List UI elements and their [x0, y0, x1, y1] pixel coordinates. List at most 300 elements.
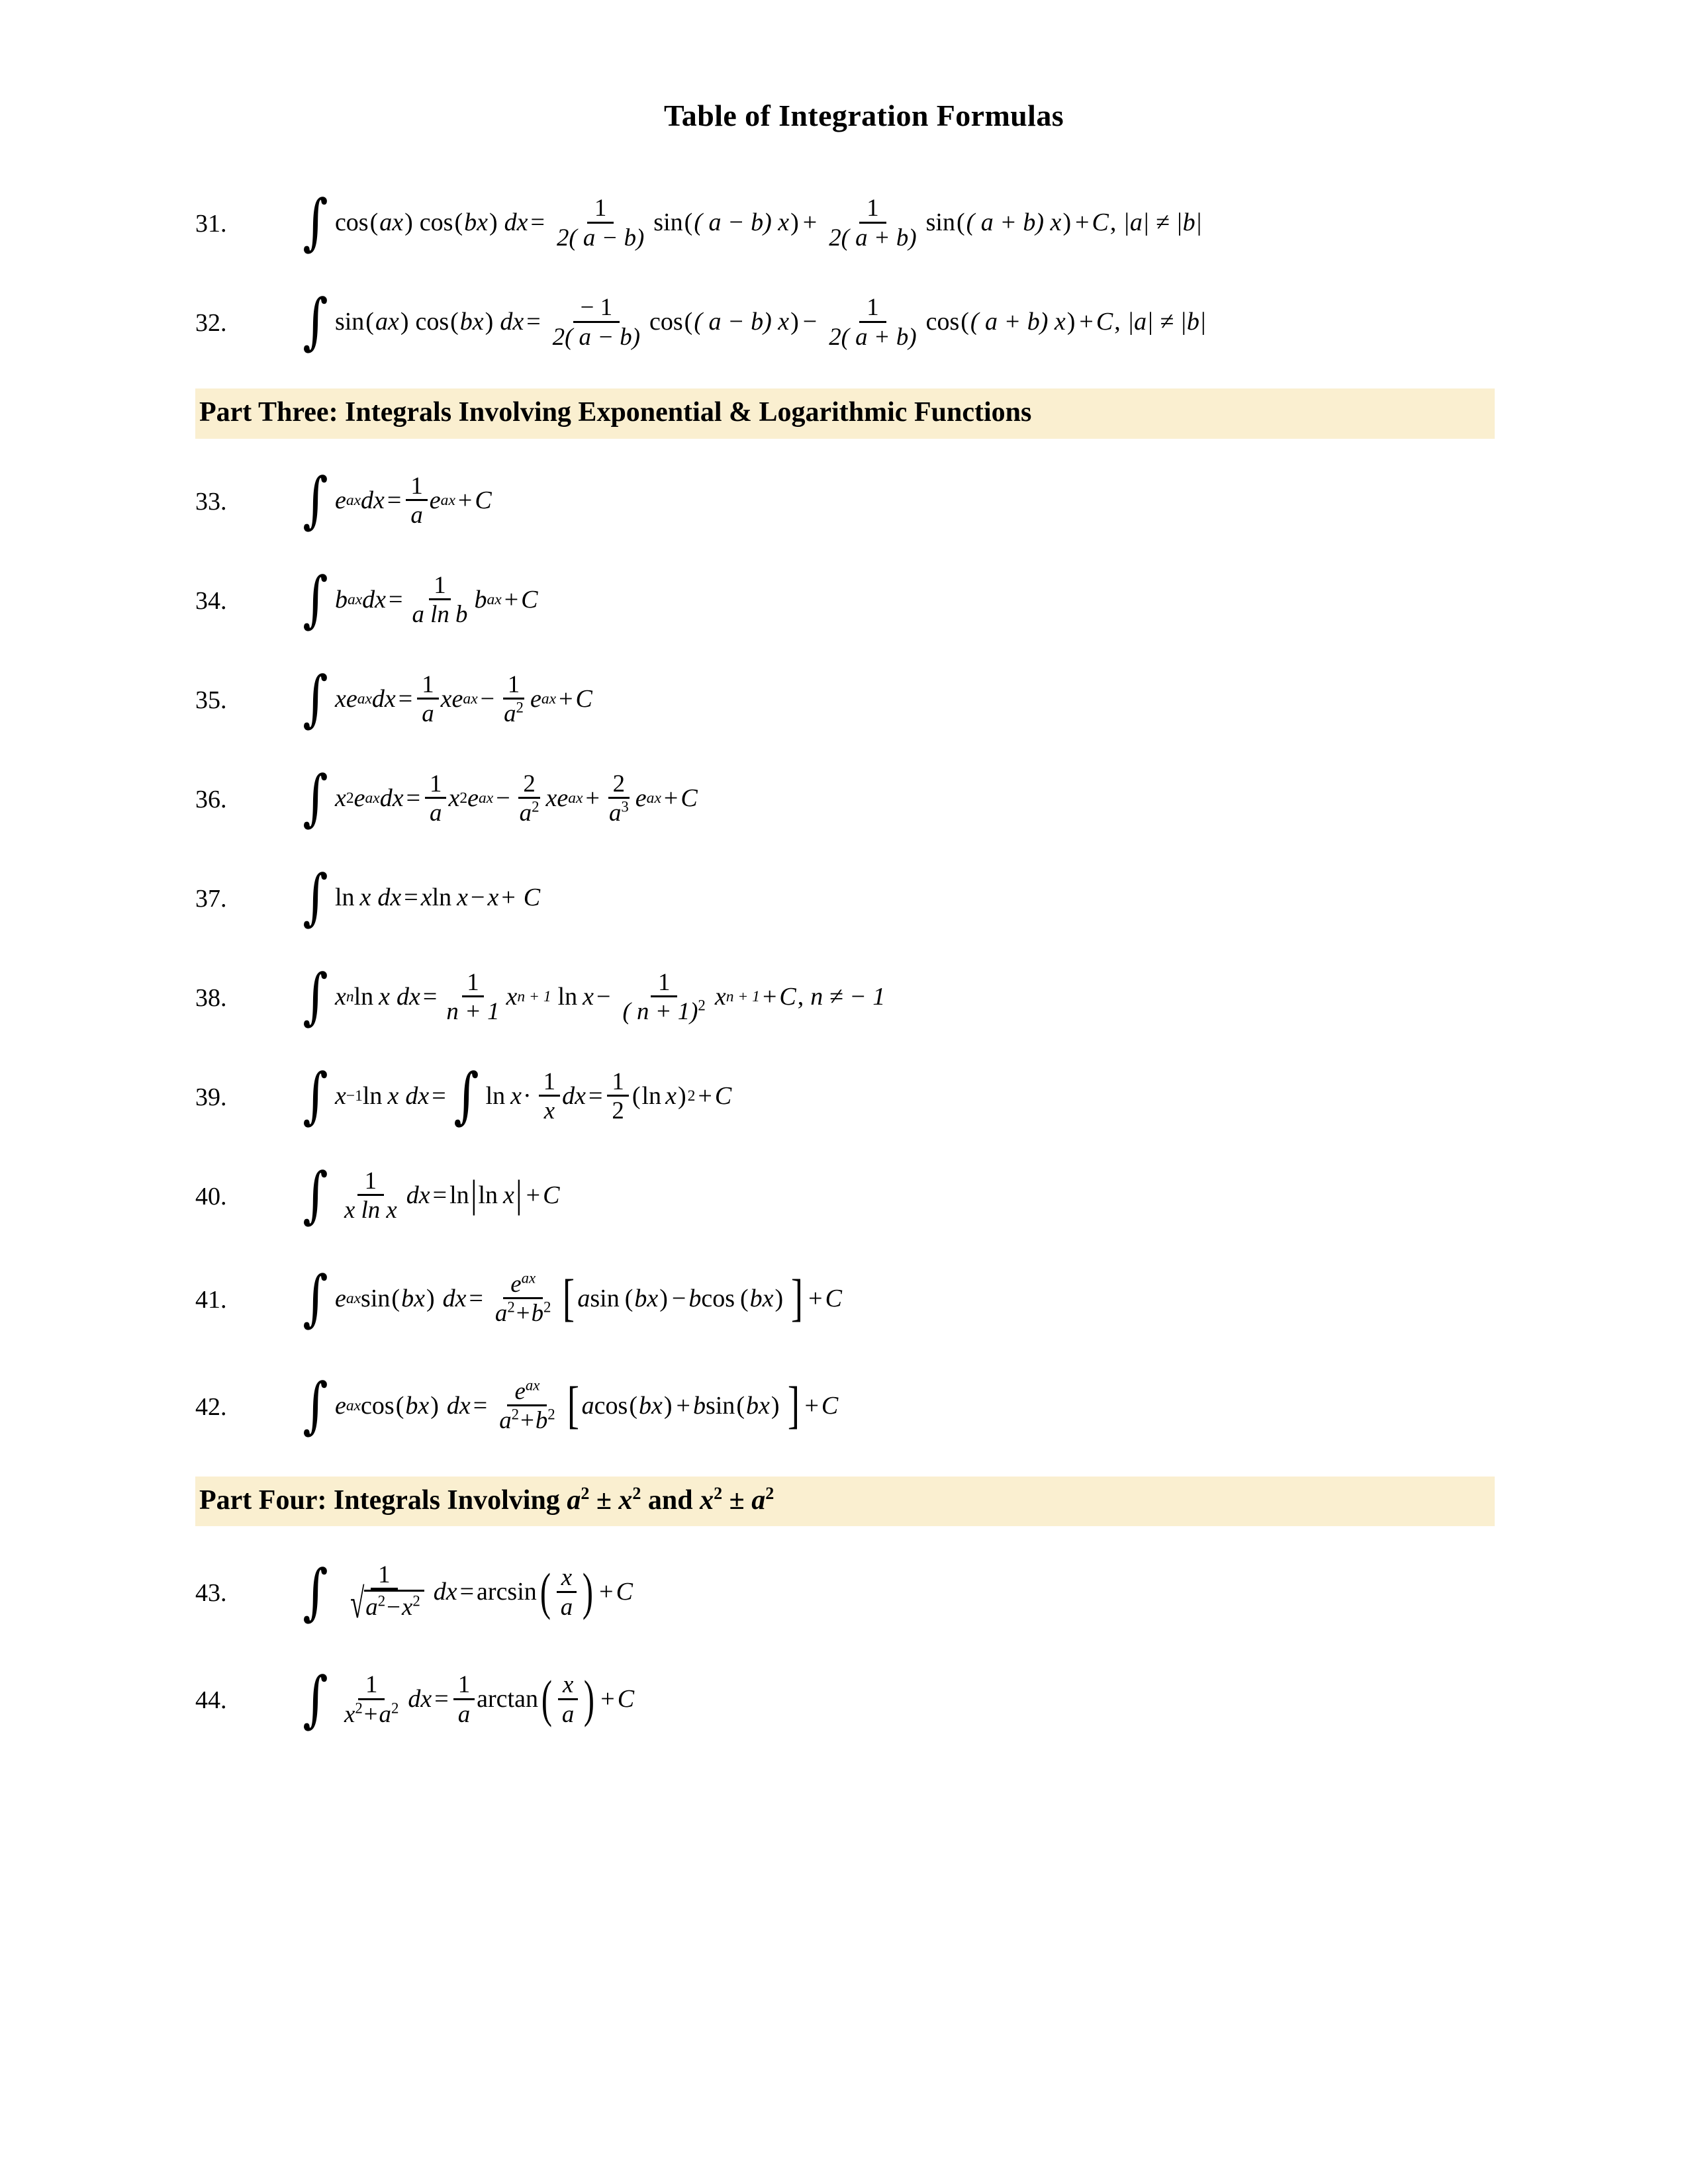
fraction: [407, 571, 472, 628]
fraction-numerator: 1: [859, 194, 886, 223]
fraction-denominator: [515, 799, 544, 826]
differential-dx: dx: [500, 308, 524, 336]
fraction-denominator: 2( a − b): [556, 223, 645, 251]
paren: (: [365, 308, 374, 336]
sin-function: sin: [361, 1284, 391, 1312]
integral-icon: ∫: [303, 1263, 328, 1334]
exponent-2: 2: [532, 798, 539, 815]
var-x: x: [665, 1081, 677, 1110]
var-b: b: [459, 308, 473, 336]
fraction: [488, 1270, 559, 1327]
var-e: e: [334, 1391, 346, 1420]
differential-dx: dx: [433, 1578, 457, 1606]
plus-sign: +: [501, 883, 516, 911]
constant-c: C: [475, 486, 492, 514]
var-b: b: [688, 1284, 702, 1312]
fraction: [545, 293, 647, 350]
plus-minus-icon: ±: [596, 1484, 612, 1516]
fraction: [337, 1561, 432, 1627]
fraction-denominator: [488, 1299, 559, 1326]
differential-dx: dx: [408, 1685, 432, 1713]
constant-c: C: [617, 1685, 635, 1713]
differential-dx: dx: [406, 1181, 430, 1209]
bracket-left: [: [563, 1269, 575, 1327]
var-a: a: [581, 1391, 594, 1420]
fraction-denominator: a: [457, 1700, 471, 1727]
plus-sign: +: [516, 1299, 530, 1327]
equals-sign: =: [473, 1391, 488, 1420]
equals-sign: =: [526, 308, 541, 336]
fraction-numerator: 1: [607, 1068, 628, 1097]
paren: (: [450, 308, 459, 336]
cos-function: cos: [701, 1284, 735, 1312]
var-e: e: [530, 684, 541, 713]
condition-n-neq-neg1: n ≠ − 1: [810, 982, 886, 1011]
cos-function: cos: [361, 1391, 395, 1420]
cos-function: cos: [415, 308, 449, 336]
paren: (: [391, 1284, 400, 1312]
var-x: x: [583, 982, 594, 1011]
section-banner-part-three: Part Three: Integrals Involving Exponential & Logarithmic Functions: [195, 388, 1495, 439]
plus-sign: +: [526, 1181, 541, 1209]
cos-function: cos: [649, 308, 683, 336]
var-x: x: [440, 684, 452, 713]
sin-function: sin: [925, 208, 955, 236]
fraction-denominator: x ln x: [344, 1196, 397, 1224]
ln-function: ln: [557, 982, 578, 1011]
formula-row: [195, 749, 1495, 848]
minus-sign: −: [471, 883, 485, 911]
fraction-numerator: 1: [587, 194, 614, 223]
paren: (: [629, 1391, 637, 1420]
paren: (: [624, 1284, 633, 1312]
var-x: x: [487, 883, 499, 911]
cos-function: cos: [334, 208, 369, 236]
cos-function: cos: [594, 1391, 628, 1420]
arg-a-minus-b-x: ( a − b) x: [694, 308, 790, 336]
var-b: b: [749, 1284, 763, 1312]
fraction-numerator: 1: [406, 472, 427, 501]
plus-minus-icon: ±: [729, 1484, 745, 1516]
var-x: x: [392, 208, 404, 236]
var-x: x: [344, 1700, 355, 1727]
exponent-2: 2: [355, 1700, 363, 1717]
formula-row: [195, 272, 1495, 371]
sin-function: sin: [705, 1391, 735, 1420]
fraction-denominator: a ln b: [412, 600, 468, 628]
integral-icon: ∫: [303, 1060, 328, 1132]
fraction: [442, 968, 504, 1025]
constant-c: C: [779, 982, 796, 1011]
fraction-denominator: 2: [612, 1097, 624, 1124]
formula-number: 44.: [195, 1686, 227, 1715]
constant-c: C: [521, 585, 538, 614]
var-x: x: [762, 1284, 774, 1312]
fraction-numerator: 1: [425, 770, 446, 799]
arcsin-function: arcsin: [477, 1578, 537, 1606]
paren: (: [740, 1284, 749, 1312]
paren-left: (: [539, 1563, 551, 1620]
var-e: e: [353, 784, 365, 812]
paren: ): [774, 1284, 784, 1312]
fraction: [557, 1670, 579, 1727]
exponent-ax: ax: [521, 1269, 536, 1287]
formula-row: [195, 451, 1495, 550]
var-a: a: [499, 1406, 512, 1434]
exponent-2: 2: [511, 1406, 520, 1423]
paren: (: [961, 308, 969, 336]
var-b: b: [692, 1391, 706, 1420]
plus-sign: +: [1075, 208, 1090, 236]
formula-number: 40.: [195, 1182, 227, 1210]
sin-function: sin: [590, 1284, 620, 1312]
formula-number: 32.: [195, 309, 227, 337]
arg-a-minus-b-x: ( a − b) x: [694, 208, 790, 236]
fraction-denominator: [499, 700, 528, 727]
paren: (: [684, 308, 693, 336]
formula-row: [195, 649, 1495, 749]
var-b: b: [745, 1391, 759, 1420]
minus-sign: −: [387, 1593, 400, 1621]
ln-function: ln: [362, 1081, 383, 1110]
var-e: e: [557, 784, 569, 812]
plus-sign: +: [520, 1406, 534, 1434]
paren: ): [426, 1284, 435, 1312]
var-b: b: [334, 585, 348, 614]
formula-expression: [298, 286, 1495, 357]
fraction-numerator: 1: [453, 1670, 475, 1700]
minus-sign: −: [596, 982, 611, 1011]
var-x: x: [420, 883, 432, 911]
fraction-denominator: [615, 997, 712, 1024]
var-x: x: [418, 1391, 430, 1420]
fraction-denominator: 2( a + b): [829, 223, 917, 251]
exponent-2: 2: [507, 1298, 515, 1316]
fraction: [406, 472, 427, 529]
paren: ): [485, 308, 494, 336]
ln-function: ln: [478, 1181, 498, 1209]
differential-dx: dx: [504, 208, 528, 236]
fraction: [417, 670, 438, 727]
paren: (: [369, 208, 379, 236]
exponent-2: 2: [581, 1483, 590, 1503]
fraction-numerator: 2: [608, 770, 630, 799]
fraction-numerator: 1: [539, 1068, 560, 1097]
constant-c: C: [1092, 208, 1109, 236]
differential-dx: dx: [379, 784, 404, 812]
paren: ): [430, 1391, 439, 1420]
fraction-denominator: a: [422, 700, 434, 727]
page-title: Table of Integration Formulas: [663, 99, 1064, 132]
banner-expr-a2: a: [751, 1484, 766, 1516]
sin-function: sin: [334, 308, 365, 336]
fraction: [556, 1563, 577, 1620]
formula-row: [195, 848, 1495, 947]
integral-icon: ∫: [303, 1556, 328, 1627]
fraction-numerator: 1: [417, 670, 438, 700]
formula-number: 36.: [195, 785, 227, 813]
var-e: e: [635, 784, 647, 812]
integral-icon: ∫: [303, 465, 328, 536]
exponent-2: 2: [698, 997, 706, 1014]
fraction: [604, 770, 633, 827]
formula-expression: [298, 1556, 1495, 1627]
var-a: a: [379, 208, 393, 236]
integral-icon: ∫: [303, 862, 328, 933]
plus-sign: +: [762, 982, 777, 1011]
paren: (: [684, 208, 693, 236]
minus-sign: −: [480, 684, 495, 713]
formula-expression: [298, 1663, 1495, 1735]
formula-expression: ∫ x e ax dx = $\frac{1}{a}$ x e ax − $\frac{1}{a^2}$ e ax + C: [303, 663, 592, 735]
fraction-numerator: 1: [462, 968, 483, 997]
var-x: x: [387, 1081, 399, 1110]
paren: ): [1066, 308, 1076, 336]
formula-expression: [298, 1160, 1495, 1231]
var-x: x: [457, 883, 468, 911]
fraction: [821, 293, 923, 350]
paren: ): [400, 308, 409, 336]
abs-bar-left: |: [470, 1173, 477, 1216]
fraction: [492, 1377, 563, 1434]
var-x: x: [477, 208, 488, 236]
fraction-denominator: [604, 799, 633, 826]
equals-sign: =: [588, 1081, 603, 1110]
plus-sign: +: [599, 1578, 614, 1606]
differential-dx: dx: [442, 1284, 467, 1312]
var-a: a: [494, 1299, 508, 1327]
paren: (: [632, 1081, 641, 1110]
condition-abs-a-neq-abs-b: |a| ≠ |b|: [1127, 308, 1207, 336]
condition-abs-a-neq-abs-b: |a| ≠ |b|: [1123, 208, 1203, 236]
fraction-numerator: − 1: [573, 293, 620, 322]
banner-expr-a: a: [567, 1484, 581, 1516]
var-a: a: [365, 1593, 378, 1621]
formula-row: [195, 550, 1495, 649]
fraction: [821, 194, 923, 251]
formula-expression: ∫ e ax dx = $\frac{1}{a}$ e ax + C: [303, 465, 492, 536]
radical-icon: √: [350, 1580, 365, 1627]
var-a: a: [375, 308, 388, 336]
exponent-2: 2: [412, 1593, 420, 1610]
fraction: [337, 1167, 404, 1224]
ln-function: ln: [449, 1181, 469, 1209]
paren: ): [663, 1391, 673, 1420]
arctan-function: arctan: [477, 1685, 538, 1713]
fraction-numerator: 1: [651, 968, 677, 997]
differential-dx: dx: [405, 1081, 430, 1110]
fraction: [615, 968, 712, 1025]
formula-expression: ∫ e ax sin ( b x ) dx = $\frac{e^{ax}}{a^2+b^2}$ [ a sin ( b x ) − b cos ( b x ) ] + C: [303, 1263, 842, 1334]
constant-c: C: [714, 1081, 732, 1110]
var-x: x: [510, 1081, 522, 1110]
paren: ): [1062, 208, 1072, 236]
fraction-numerator: 1: [371, 1561, 397, 1590]
fraction-denominator: [337, 1700, 406, 1727]
formula-number: 35.: [195, 686, 227, 714]
plus-sign: +: [585, 784, 600, 812]
cos-function: cos: [419, 208, 453, 236]
var-b: b: [464, 208, 477, 236]
formula-row: [195, 1352, 1495, 1459]
exponent-ax: ax: [525, 1377, 540, 1394]
var-x: x: [359, 883, 371, 911]
var-x: x: [334, 982, 346, 1011]
formula-number: 43.: [195, 1579, 227, 1608]
square-root: [344, 1580, 424, 1627]
plus-sign: +: [457, 486, 473, 514]
paren-left: (: [541, 1670, 552, 1727]
formula-row: [195, 1538, 1495, 1645]
formula-list: [0, 173, 1688, 1752]
differential-dx: dx: [377, 883, 402, 911]
equals-sign: =: [469, 1284, 483, 1312]
exponent-2: 2: [516, 699, 524, 716]
fraction-denominator: a: [410, 501, 423, 529]
section-banner-part-four: [195, 1477, 1495, 1527]
fraction: [453, 1670, 475, 1727]
formula-row: [195, 1046, 1495, 1146]
ln-function: ln: [353, 982, 374, 1011]
formula-expression: ∫ x 2 e ax dx = $\frac{1}{a}$ x 2 e ax − $\frac{2}{a^2}$ x e ax + $\frac{2}{a^3}$ e ax + C: [303, 762, 698, 834]
equals-sign: =: [432, 1081, 446, 1110]
formula-number: 31.: [195, 210, 227, 238]
exponent-2: 2: [547, 1406, 555, 1423]
var-b: b: [634, 1284, 647, 1312]
sin-function: sin: [653, 208, 683, 236]
paren: ): [404, 208, 413, 236]
equals-sign: =: [387, 486, 402, 514]
paren: (: [736, 1391, 745, 1420]
paren: ): [771, 1391, 780, 1420]
formula-row: [195, 1645, 1495, 1752]
arg-a-plus-b-x: ( a + b) x: [970, 308, 1066, 336]
var-b: b: [531, 1299, 543, 1327]
exponent-2: 2: [543, 1298, 551, 1316]
formula-expression: [298, 187, 1495, 258]
fraction: [515, 770, 544, 827]
var-x: x: [506, 982, 518, 1011]
fraction-numerator: 1: [357, 1167, 384, 1196]
formula-expression: ∫ x n ln x dx = $\frac{1}{n + 1}$ x n + 1 ln x − $\frac{1}{( n + 1)^2}$ x n + 1 + C , n ≠ − 1: [303, 961, 886, 1032]
group-n-plus-1: ( n + 1): [622, 997, 698, 1025]
plus-sign: +: [600, 1685, 615, 1713]
exponent-2: 2: [714, 1483, 723, 1503]
var-e: e: [510, 1269, 522, 1297]
paren: (: [395, 1391, 404, 1420]
comma: ,: [797, 982, 804, 1011]
var-b: b: [535, 1406, 548, 1434]
formula-expression: ∫ e ax cos ( b x ) dx = $\frac{e^{ax}}{a^2+b^2}$ [ a cos ( b x ) + b sin ( b x ) ] + C: [303, 1370, 839, 1441]
constant-c: C: [543, 1181, 560, 1209]
constant-c: C: [616, 1578, 633, 1606]
ln-function: ln: [432, 883, 452, 911]
equals-sign: =: [459, 1578, 475, 1606]
plus-sign: +: [504, 585, 519, 614]
var-x: x: [387, 308, 399, 336]
formula-expression: ∫ b ax dx = $\frac{1}{\text{a ln b}}$ b ax + C: [303, 564, 538, 635]
integral-icon: ∫: [303, 187, 328, 258]
banner-expr-x2: x: [700, 1484, 714, 1516]
constant-c: C: [1096, 308, 1113, 336]
constant-c: C: [821, 1391, 839, 1420]
var-x: x: [647, 1284, 659, 1312]
var-x: x: [758, 1391, 770, 1420]
paren: ): [489, 208, 498, 236]
var-e: e: [429, 486, 441, 514]
var-x: x: [651, 1391, 663, 1420]
plus-sign: +: [663, 784, 679, 812]
formula-row: [195, 1146, 1495, 1245]
var-b: b: [405, 1391, 418, 1420]
fraction-numerator: [503, 1270, 543, 1299]
cdot-operator: ·: [523, 1081, 532, 1110]
formula-number: 39.: [195, 1083, 227, 1111]
var-x: x: [334, 684, 346, 713]
formula-number: 37.: [195, 884, 227, 913]
fraction-numerator: [507, 1377, 547, 1406]
minus-sign: −: [802, 308, 818, 336]
fraction: [337, 1670, 406, 1727]
fraction-denominator: 2( a − b): [552, 322, 640, 350]
differential-dx: dx: [397, 982, 420, 1011]
banner-expr-x: x: [618, 1484, 633, 1516]
paren: ): [790, 308, 799, 336]
paren: ): [677, 1081, 686, 1110]
integral-icon: ∫: [303, 1370, 328, 1441]
minus-sign: −: [496, 784, 510, 812]
formula-expression: ∫ x −1 ln x dx = ∫ ln x · $\frac{1}{x}$ dx = $\frac{1}{2}$ ( ln x ) 2 + C: [303, 1060, 732, 1132]
var-e: e: [451, 684, 463, 713]
var-a: a: [504, 700, 516, 727]
ln-function: ln: [485, 1081, 506, 1110]
ln-function: ln: [641, 1081, 662, 1110]
differential-dx: dx: [446, 1391, 471, 1420]
fraction-numerator: x: [558, 1670, 578, 1700]
fraction: [425, 770, 446, 827]
plus-sign: +: [1079, 308, 1094, 336]
var-e: e: [346, 684, 357, 713]
formula-number: 33.: [195, 487, 227, 516]
abs-bar-right: |: [516, 1173, 522, 1216]
paren: (: [454, 208, 463, 236]
fraction: [539, 1068, 560, 1124]
comma: ,: [1109, 208, 1117, 236]
differential-dx: dx: [362, 585, 387, 614]
formula-number: 42.: [195, 1392, 227, 1421]
var-a: a: [519, 799, 532, 827]
var-x: x: [334, 784, 346, 812]
plus-sign: +: [698, 1081, 712, 1110]
fraction-denominator: a: [561, 1700, 575, 1727]
integral-icon: ∫: [303, 1160, 328, 1231]
formula-expression: [298, 862, 1495, 933]
plus-sign: +: [676, 1391, 690, 1420]
constant-c: C: [680, 784, 698, 812]
cos-function: cos: [925, 308, 960, 336]
formula-row: [195, 947, 1495, 1046]
bracket-right: ]: [787, 1377, 800, 1434]
var-x: x: [714, 982, 726, 1011]
exponent-2: 2: [632, 1483, 641, 1503]
equals-sign: =: [406, 784, 421, 812]
constant-c: C: [523, 883, 541, 911]
fraction-numerator: 1: [429, 571, 450, 600]
fraction: [607, 1068, 628, 1124]
var-b: b: [401, 1284, 414, 1312]
var-e: e: [334, 486, 346, 514]
formula-number: 34.: [195, 586, 227, 615]
